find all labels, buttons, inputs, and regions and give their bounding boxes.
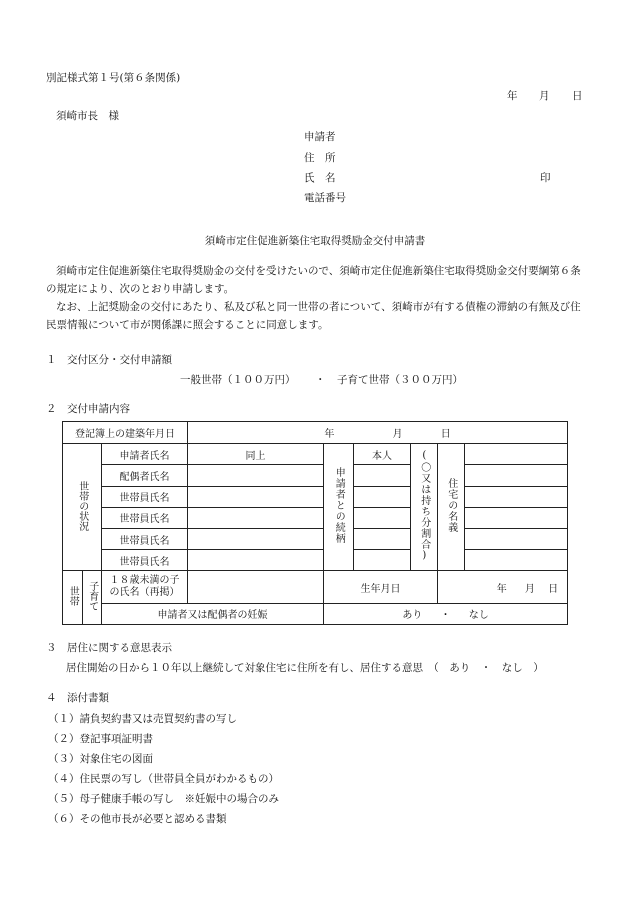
household-status-header	[63, 444, 102, 571]
attachment-item: （５）母子健康手帳の写し ※妊娠中の場合のみ	[48, 793, 279, 805]
application-table	[62, 421, 568, 625]
birth-year: 年	[496, 583, 507, 595]
member-label: 世帯員氏名	[102, 550, 188, 571]
member-name-value	[188, 465, 324, 486]
member-name-value	[188, 529, 324, 550]
date-year: 年	[507, 90, 518, 102]
attachment-item: （３）対象住宅の図面	[48, 753, 153, 765]
intro-paragraph-2: なお、上記奨励金の交付にあたり、私及び私と同一世帯の者について、須崎市が有する債権の滞納の有無及び住民票情報について市が関係課に照会することに同意します。	[46, 301, 581, 331]
section3-text: 居住開始の日から１０年以上継続して対象住宅に住所を有し、居住する意思 （ あり ・ なし ）	[66, 662, 544, 674]
child-name-value	[188, 571, 324, 603]
child-row	[63, 571, 568, 603]
address-label: 住 所	[304, 152, 336, 164]
member-label: 世帯員氏名	[102, 507, 188, 528]
seal-mark: 印	[540, 172, 551, 184]
ownership-header-text: 住宅の名義	[445, 478, 457, 534]
option-separator: ・	[315, 374, 326, 386]
attachment-item: （２）登記事項証明書	[48, 733, 153, 745]
member-label: 世帯員氏名	[102, 486, 188, 507]
childcare-word-1: 子育て	[86, 581, 98, 612]
section2-heading: ２ 交付申請内容	[46, 403, 130, 415]
relation-header	[324, 444, 354, 571]
member-label: 世帯員氏名	[102, 529, 188, 550]
date-day: 日	[572, 90, 583, 102]
registration-month: 月	[392, 429, 403, 441]
option-childcare: 子育て世帯（３００万円）	[337, 374, 463, 386]
child-label-line2: の氏名（再掲）	[109, 587, 180, 599]
registration-day: 日	[440, 429, 451, 441]
section4-heading: ４ 添付書類	[46, 692, 109, 704]
relation-cell	[354, 465, 411, 486]
birth-day: 日	[548, 583, 559, 595]
pregnancy-row	[63, 603, 568, 624]
birthdate-value	[438, 571, 568, 603]
ownership-cell	[465, 486, 568, 507]
relation-cell: 本人	[354, 444, 411, 465]
childcare-household-label-2	[63, 571, 83, 625]
ownership-cell	[465, 465, 568, 486]
ownership-header	[438, 444, 465, 571]
relation-cell	[354, 529, 411, 550]
ownership-cell	[465, 550, 568, 571]
ownership-cell	[465, 507, 568, 528]
member-label: 申請者氏名	[102, 444, 188, 465]
household-status-text: 世帯の状況	[76, 480, 88, 531]
birth-month: 月	[524, 583, 535, 595]
phone-label: 電話番号	[304, 192, 346, 204]
registration-row	[63, 422, 568, 444]
ownership-note-text: (〇又は持ち分割合)	[418, 449, 430, 562]
relation-cell	[354, 507, 411, 528]
applicant-label: 申請者	[304, 131, 336, 143]
pregnancy-no: なし	[468, 610, 489, 622]
childcare-household-label-1	[83, 571, 102, 625]
member-label: 配偶者氏名	[102, 465, 188, 486]
ownership-cell	[465, 444, 568, 465]
birthdate-label: 生年月日	[324, 571, 438, 603]
ownership-cell	[465, 529, 568, 550]
household-row	[63, 465, 568, 486]
form-number: 別記様式第１号(第６条関係)	[46, 72, 181, 84]
member-name-value	[188, 507, 324, 528]
document-title: 須崎市定住促進新築住宅取得奨励金交付申請書	[204, 235, 426, 247]
relation-header-text: 申請者との続柄	[333, 467, 345, 545]
household-row	[63, 529, 568, 550]
intro-paragraph-1: 須崎市定住促進新築住宅取得奨励金の交付を受けたいので、須崎市定住促進新築住宅取得奨励金交付要綱第６条の規定により、次のとおり申請します。	[46, 265, 581, 295]
member-name-value	[188, 550, 324, 571]
household-row	[63, 444, 568, 465]
household-row	[63, 486, 568, 507]
attachment-item: （４）住民票の写し（世帯員全員がわかるもの）	[48, 773, 279, 785]
attachment-item: （６）その他市長が必要と認める書類	[48, 813, 227, 825]
attachment-item: （１）請負契約書又は売買契約書の写し	[48, 713, 237, 725]
name-label: 氏 名	[304, 172, 336, 184]
childcare-word-2: 世帯	[67, 586, 79, 607]
section1-heading: １ 交付区分・交付申請額	[46, 354, 172, 366]
member-name-value: 同上	[188, 444, 324, 465]
pregnancy-separator: ・	[440, 610, 451, 622]
child-label-line1: １８歳未満の子	[109, 575, 180, 587]
child-name-label	[102, 571, 188, 603]
pregnancy-value	[324, 603, 568, 624]
ownership-note-header	[411, 444, 438, 571]
option-general: 一般世帯（１００万円）	[180, 374, 296, 386]
member-name-value	[188, 486, 324, 507]
household-row	[63, 550, 568, 571]
addressee: 須崎市長 様	[56, 110, 119, 122]
pregnancy-label: 申請者又は配偶者の妊娠	[102, 603, 324, 624]
registration-date-label: 登記簿上の建築年月日	[63, 422, 188, 444]
section3-heading: ３ 居住に関する意思表示	[46, 642, 172, 654]
date-month: 月	[539, 90, 550, 102]
pregnancy-yes: あり	[402, 610, 423, 622]
relation-cell	[354, 486, 411, 507]
relation-cell	[354, 550, 411, 571]
household-row	[63, 507, 568, 528]
registration-year: 年	[324, 429, 335, 441]
registration-date-value	[188, 422, 568, 444]
